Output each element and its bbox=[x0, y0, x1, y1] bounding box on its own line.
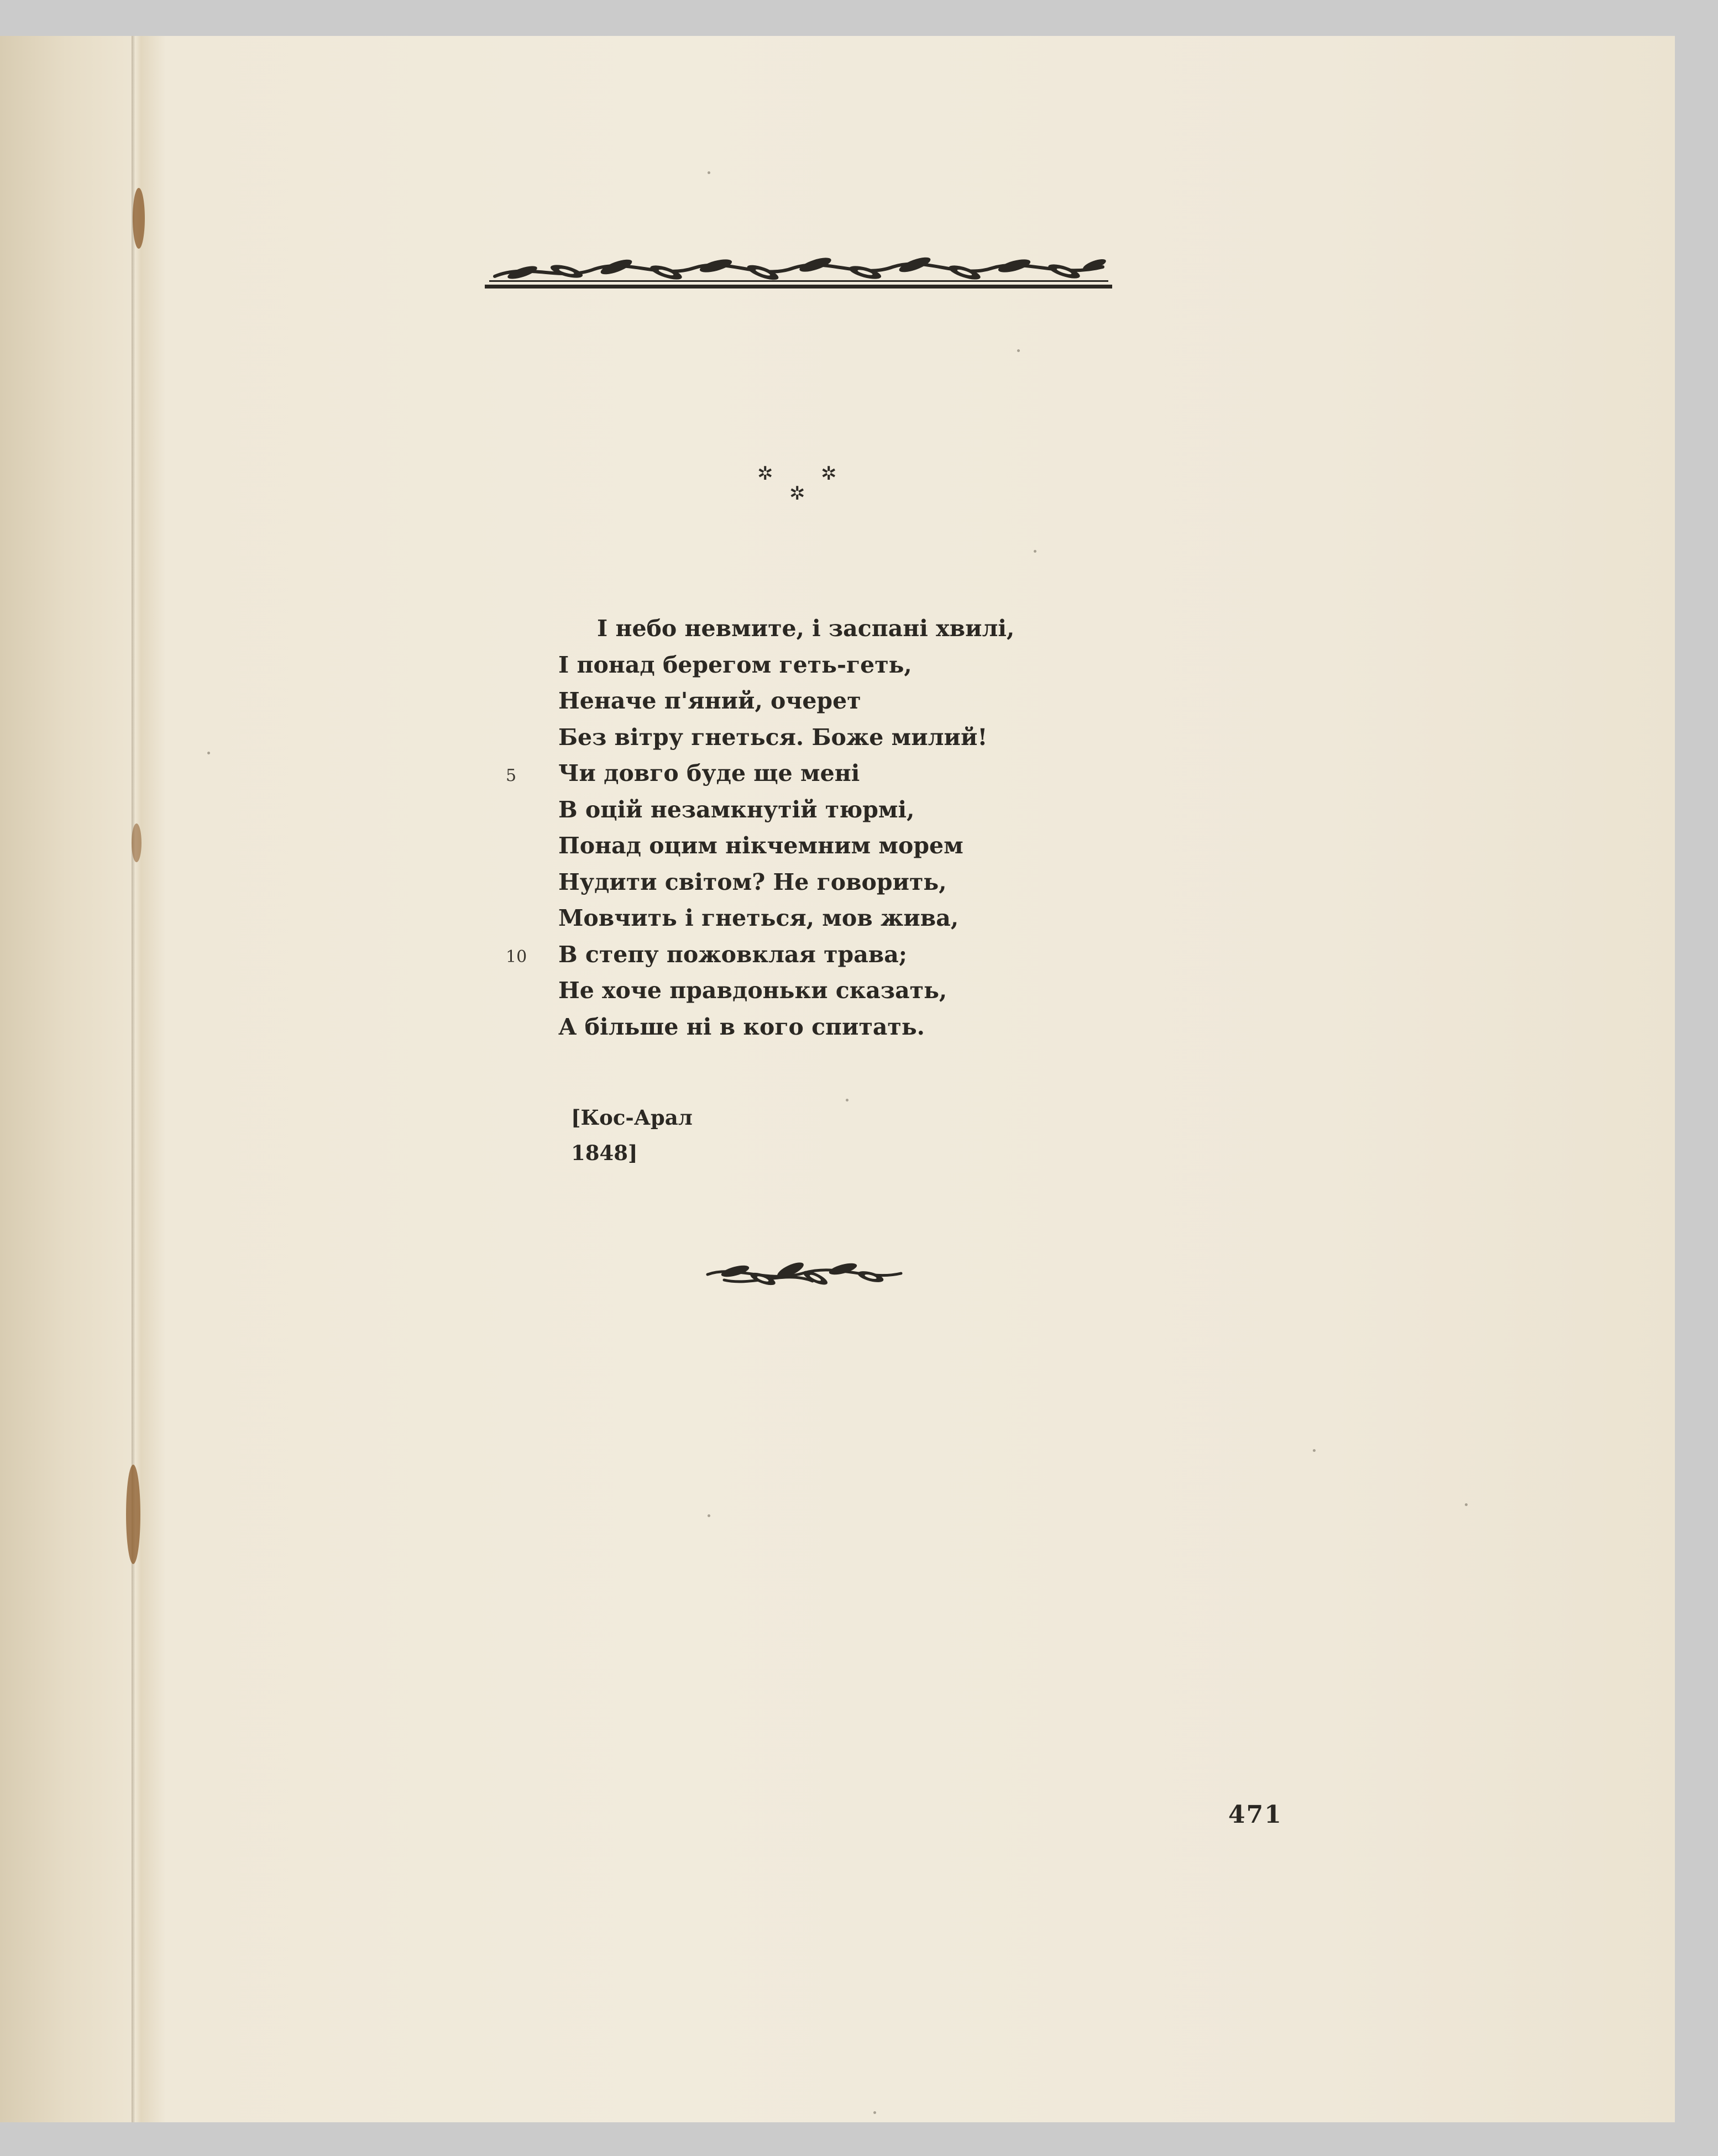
poem-line bbox=[506, 756, 1111, 792]
poem-line-text: В оцій незамкнутій тюрмі, bbox=[558, 796, 915, 823]
poem-line bbox=[558, 720, 1111, 756]
poem-line-text: Мовчить і гнеться, мов жива, bbox=[558, 905, 959, 931]
paper-speck bbox=[873, 2111, 876, 2114]
paper-speck bbox=[708, 1514, 710, 1517]
poem-line bbox=[558, 611, 1111, 647]
poem-line-text: І понад берегом геть-геть, bbox=[558, 651, 912, 678]
paper-speck bbox=[708, 171, 710, 174]
poem-line bbox=[558, 647, 1111, 684]
dateline-place: [Кос-Арал bbox=[571, 1105, 693, 1130]
paper-speck bbox=[207, 752, 210, 754]
poem-line bbox=[558, 792, 1111, 828]
poem bbox=[506, 611, 1111, 1045]
margin-stain bbox=[133, 188, 145, 249]
poem-line bbox=[506, 937, 1111, 973]
page-gutter bbox=[132, 36, 135, 2122]
poem-line-text: Не хоче правдоньки сказать, bbox=[558, 977, 947, 1004]
book-page bbox=[0, 36, 1675, 2122]
margin-stain bbox=[132, 823, 142, 862]
three-asterisks-icon: ✲ ✲ ✲ bbox=[757, 463, 837, 505]
poem-line bbox=[558, 900, 1111, 937]
paper-speck bbox=[1017, 349, 1020, 352]
dateline-year: 1848] bbox=[571, 1141, 638, 1165]
margin-stain bbox=[126, 1465, 140, 1564]
poem-line-text: Понад оцим нікчемним морем bbox=[558, 832, 963, 859]
poem-line-text: Нудити світом? Не говорить, bbox=[558, 868, 947, 895]
leaf-sprig-tailpiece-icon bbox=[702, 1253, 907, 1292]
line-number: 10 bbox=[506, 947, 527, 967]
paper-speck bbox=[1313, 1449, 1316, 1452]
poem-line bbox=[558, 828, 1111, 864]
poem-line bbox=[558, 683, 1111, 720]
poem-line bbox=[558, 864, 1111, 901]
page-number: 471 bbox=[1228, 1801, 1282, 1829]
poem-line-text: Чи довго буде ще мені bbox=[558, 760, 860, 786]
paper-speck bbox=[1465, 1503, 1468, 1506]
dateline bbox=[571, 1100, 693, 1171]
paper-speck bbox=[846, 1099, 848, 1101]
line-number: 5 bbox=[506, 766, 517, 785]
poem-line-text: В степу пожовклая трава; bbox=[558, 941, 907, 968]
poem-line-text: Без вітру гнеться. Боже милий! bbox=[558, 723, 988, 751]
poem-line-text: А більше ні в кого спитать. bbox=[558, 1013, 925, 1040]
poem-line-text: Неначе п'яний, очерет bbox=[558, 688, 861, 714]
poem-line-text: І небо невмите, і заспані хвилі, bbox=[597, 615, 1015, 642]
poem-line bbox=[558, 973, 1111, 1009]
paper-speck bbox=[1034, 550, 1036, 553]
leaf-vine-headpiece-icon bbox=[484, 251, 1114, 296]
poem-line bbox=[558, 1009, 1111, 1046]
